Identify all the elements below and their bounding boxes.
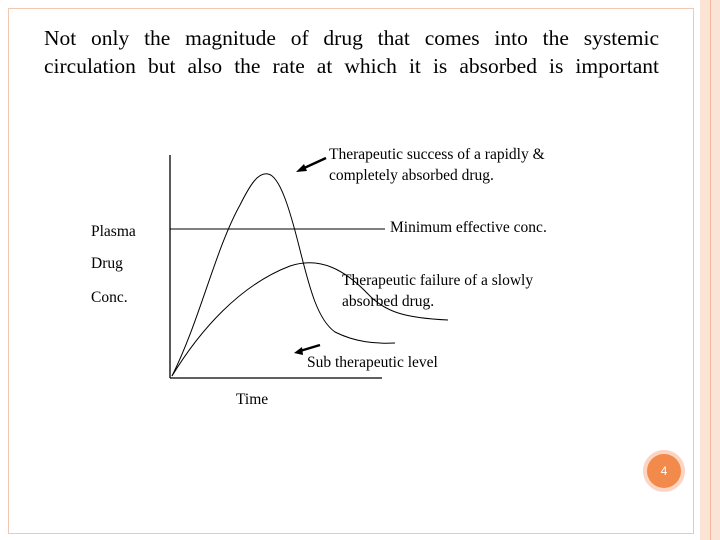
heading-line-1: Not only the magnitude of drug that comes into the systemic (44, 26, 659, 50)
page-number-badge: 4 (643, 450, 685, 492)
y-axis-label-drug: Drug (91, 255, 123, 272)
arrow-rapid-head (296, 164, 307, 172)
y-axis-label-plasma: Plasma (91, 223, 136, 240)
annotation-rapid-line-2: completely absorbed drug. (329, 167, 494, 184)
annotation-slow-line-1: Therapeutic failure of a slowly (342, 272, 534, 289)
heading-line-2: circulation but also the rate at which it is absorbed is important (44, 54, 659, 78)
arrow-rapid (302, 158, 326, 169)
arrow-sub (300, 345, 320, 351)
x-axis-label-time: Time (236, 391, 269, 408)
annotation-sub-therapeutic: Sub therapeutic level (307, 354, 438, 371)
y-axis-label-conc: Conc. (91, 289, 128, 306)
annotation-rapid-line-1: Therapeutic success of a rapidly & (329, 146, 545, 163)
arrow-sub-head (294, 347, 303, 355)
annotation-mec: Minimum effective conc. (390, 219, 547, 236)
annotation-slow-line-2: absorbed drug. (342, 293, 435, 310)
